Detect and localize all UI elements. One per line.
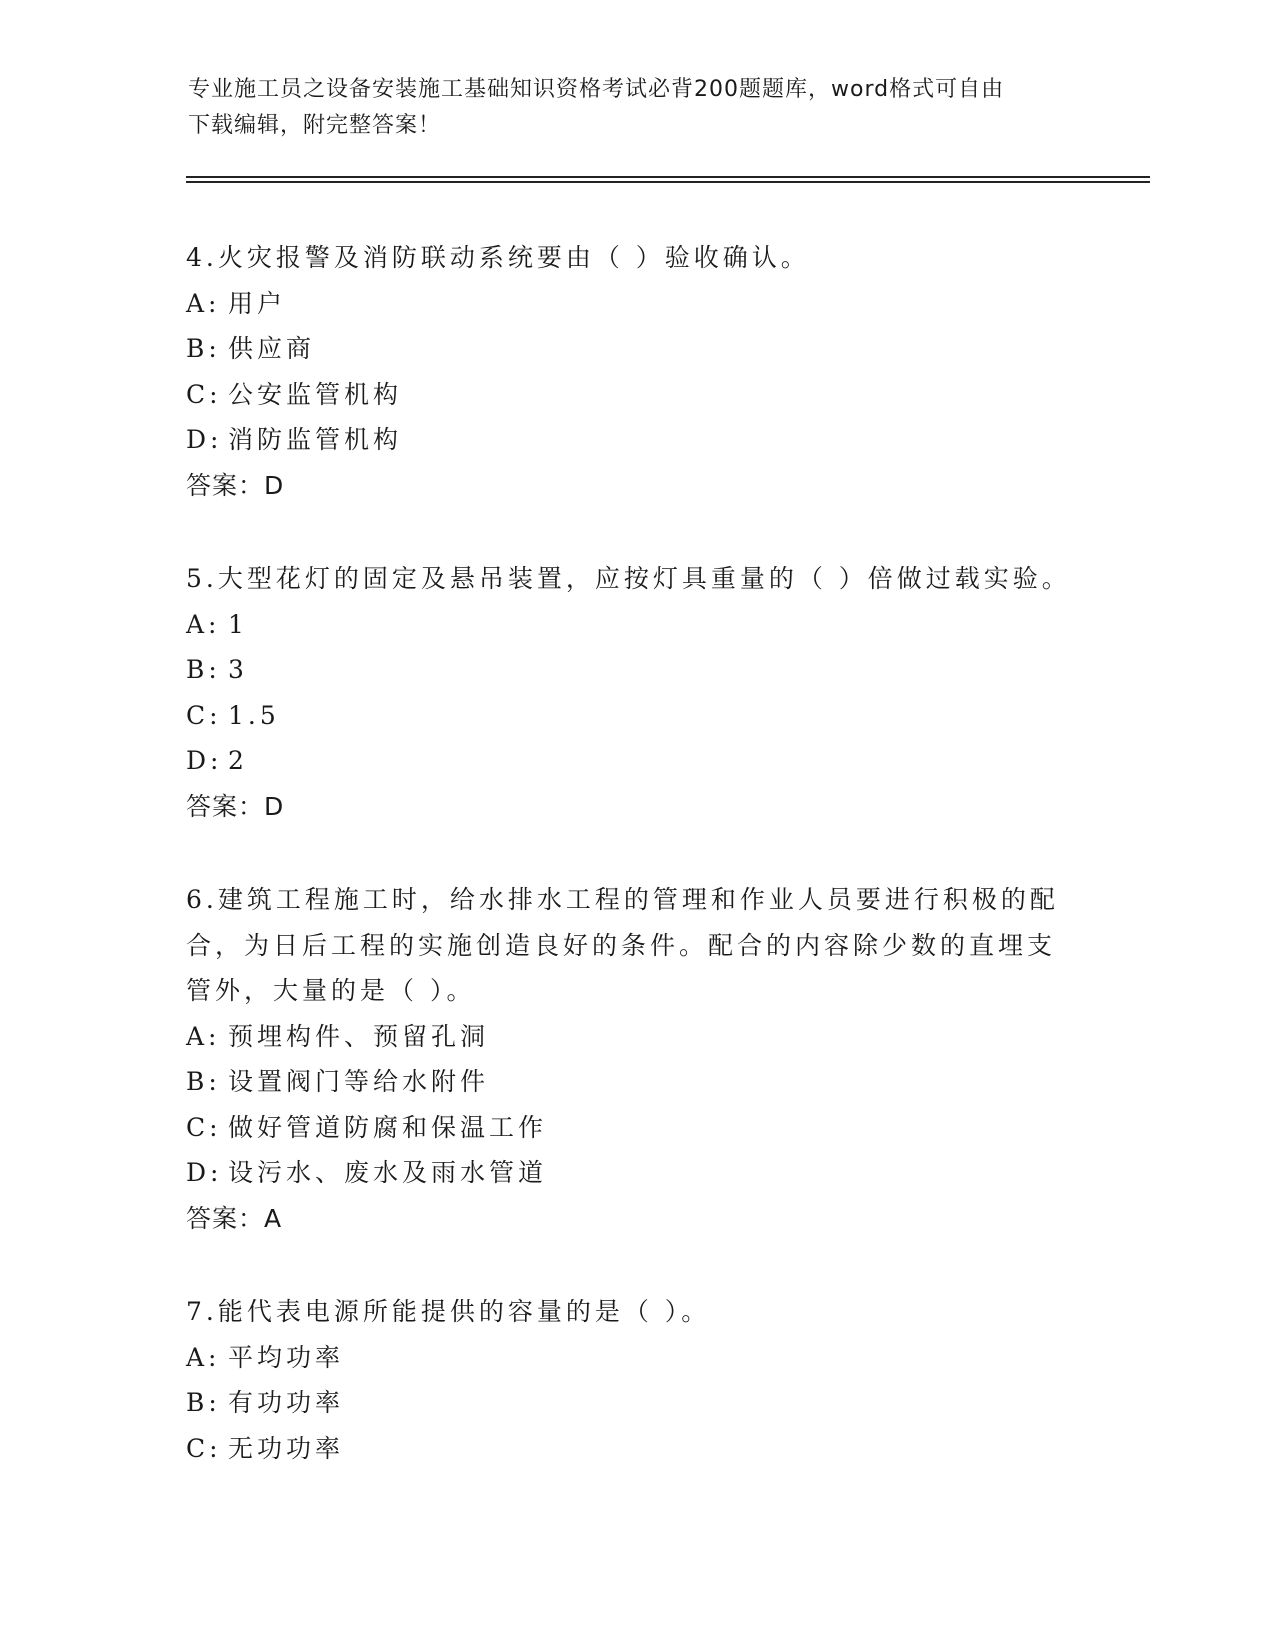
option-row bbox=[186, 602, 1086, 648]
option-key: C: bbox=[186, 1112, 222, 1142]
question-text: 5.大型花灯的固定及悬吊装置，应按灯具重量的（ ）倍做过载实验。 bbox=[186, 564, 1071, 593]
option-row bbox=[186, 1105, 1086, 1151]
option-text: 消防监管机构 bbox=[228, 425, 403, 454]
option-key: D: bbox=[186, 1158, 223, 1187]
option-text: 1.5 bbox=[228, 700, 280, 730]
question-block bbox=[186, 1289, 1086, 1471]
option-text: 2 bbox=[228, 746, 248, 775]
option-key: C: bbox=[186, 379, 222, 409]
option-text: 3 bbox=[228, 655, 248, 684]
option-row bbox=[186, 1335, 1086, 1381]
option-text: 平均功率 bbox=[228, 1342, 345, 1372]
answer-text: 答案：D bbox=[186, 791, 285, 821]
option-row bbox=[186, 326, 1086, 372]
option-text: 有功功率 bbox=[228, 1388, 345, 1417]
option-text: 设置阀门等给水附件 bbox=[228, 1067, 490, 1096]
option-text: 无功功率 bbox=[228, 1433, 345, 1463]
option-row bbox=[186, 693, 1086, 739]
option-key: A: bbox=[186, 288, 221, 318]
option-text: 用户 bbox=[228, 288, 287, 318]
option-row bbox=[186, 372, 1086, 418]
question-text: 管外，大量的是（ ）。 bbox=[186, 976, 476, 1005]
option-key: D: bbox=[186, 746, 223, 775]
header-divider-top bbox=[186, 176, 1150, 178]
question-list bbox=[186, 235, 1086, 1519]
option-row bbox=[186, 1380, 1086, 1426]
option-key: A: bbox=[186, 609, 221, 639]
option-row bbox=[186, 1059, 1086, 1105]
header-line: 下载编辑，附完整答案！ bbox=[188, 113, 442, 138]
option-key: B: bbox=[186, 1067, 221, 1096]
option-key: A: bbox=[186, 1021, 221, 1051]
question-block bbox=[186, 556, 1086, 829]
question-block bbox=[186, 235, 1086, 508]
option-text: 预埋构件、预留孔洞 bbox=[228, 1021, 490, 1051]
question-text: 6.建筑工程施工时，给水排水工程的管理和作业人员要进行积极的配 bbox=[186, 885, 1059, 914]
option-row bbox=[186, 1426, 1086, 1472]
header-divider-bottom bbox=[186, 181, 1150, 183]
option-row bbox=[186, 417, 1086, 463]
question-text: 7.能代表电源所能提供的容量的是（ ）。 bbox=[186, 1297, 711, 1326]
option-text: 供应商 bbox=[228, 334, 316, 363]
option-key: A: bbox=[186, 1342, 221, 1372]
option-row bbox=[186, 738, 1086, 784]
option-text: 公安监管机构 bbox=[228, 379, 403, 409]
option-key: C: bbox=[186, 1433, 222, 1463]
answer-text: 答案：A bbox=[186, 1203, 283, 1233]
option-key: C: bbox=[186, 700, 222, 730]
option-key: B: bbox=[186, 334, 221, 363]
option-key: B: bbox=[186, 1388, 221, 1417]
option-text: 1 bbox=[228, 609, 248, 639]
option-text: 做好管道防腐和保温工作 bbox=[228, 1112, 548, 1142]
option-row bbox=[186, 647, 1086, 693]
option-text: 设污水、废水及雨水管道 bbox=[228, 1158, 548, 1187]
answer-text: 答案：D bbox=[186, 470, 285, 500]
option-row bbox=[186, 281, 1086, 327]
document-header bbox=[188, 72, 1068, 144]
question-text: 合，为日后工程的实施创造良好的条件。配合的内容除少数的直埋支 bbox=[186, 930, 1057, 960]
option-key: D: bbox=[186, 425, 223, 454]
header-line: 专业施工员之设备安装施工基础知识资格考试必背200题题库，word格式可自由 bbox=[188, 77, 1005, 102]
question-text: 4.火灾报警及消防联动系统要由（ ）验收确认。 bbox=[186, 243, 810, 272]
option-row bbox=[186, 1014, 1086, 1060]
option-key: B: bbox=[186, 655, 221, 684]
question-block bbox=[186, 877, 1086, 1241]
option-row bbox=[186, 1150, 1086, 1196]
